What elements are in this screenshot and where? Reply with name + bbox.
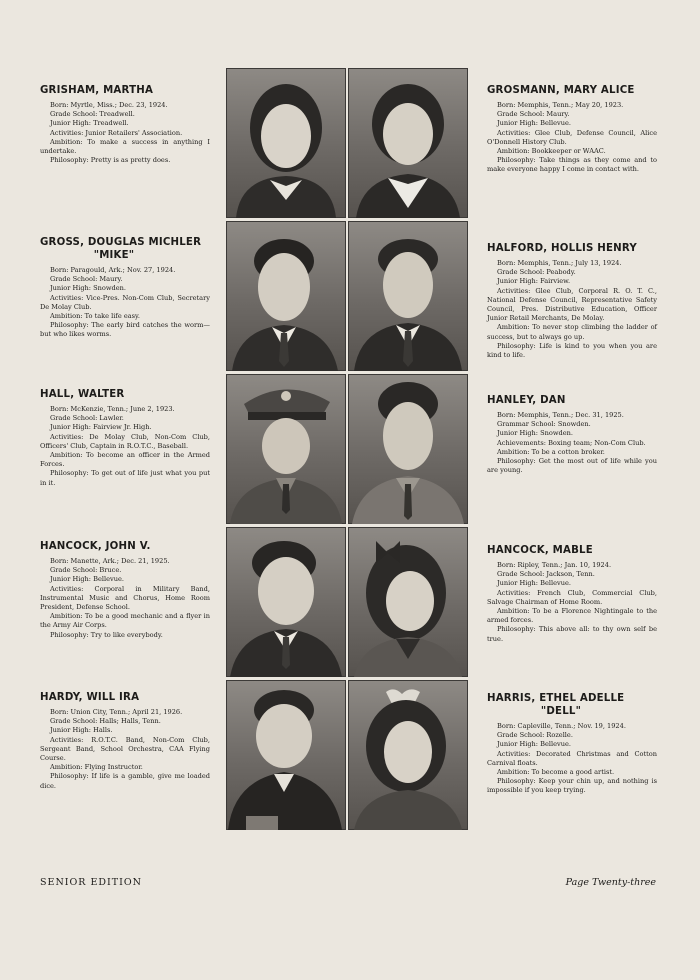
student-bio bbox=[40, 84, 210, 165]
bio-line: Philosophy: Take things as they come and to make everyone happy I come in contact with. bbox=[487, 156, 657, 174]
student-photo bbox=[348, 221, 468, 371]
bio-line: Activities: Glee Club, Corporal R. O. T. C., National Defense Council, Representative Safety Council, Pres. Distributive Education, Officer Junior Retail Merchants, De Molay. bbox=[487, 286, 657, 323]
bio-line: Grade School: Rozelle. bbox=[497, 731, 573, 740]
portrait-silhouette bbox=[226, 68, 346, 218]
bio-line: Grade School: Maury. bbox=[497, 110, 570, 119]
bio-line: Activities: Corporal in Military Band, Instrumental Music and Chorus, Home Room President, Defense School. bbox=[40, 584, 210, 612]
bio-line: Grade School: Treadwell. bbox=[50, 110, 135, 119]
student-photo bbox=[348, 374, 468, 524]
bio-line: Born: Myrtle, Miss.; Dec. 23, 1924. bbox=[50, 101, 168, 109]
bio-line: Philosophy: Life is kind to you when you are kind to life. bbox=[487, 341, 657, 360]
bio-line: Grade School: Bruce. bbox=[50, 566, 122, 575]
portrait-silhouette bbox=[348, 68, 468, 218]
bio-line: Junior High: Snowden. bbox=[497, 429, 573, 438]
bio-line: Born: McKenzie, Tenn.; June 2, 1923. bbox=[50, 405, 175, 413]
bio-line: Junior High: Fairview Jr. High. bbox=[50, 423, 152, 432]
student-nickname: "MIKE" bbox=[93, 250, 135, 261]
bio-line: Born: Memphis, Tenn.; July 13, 1924. bbox=[497, 259, 622, 267]
bio-line: Born: Memphis, Tenn.; May 20, 1923. bbox=[497, 101, 624, 109]
student-photo bbox=[348, 680, 468, 830]
student-photo bbox=[226, 680, 346, 830]
student-bio bbox=[487, 394, 657, 475]
student-photo bbox=[226, 221, 346, 371]
bio-line: Born: Capleville, Tenn.; Nov. 19, 1924. bbox=[497, 722, 626, 730]
bio-line: Junior High: Snowden. bbox=[50, 284, 126, 293]
student-bio bbox=[40, 540, 210, 640]
bio-line: Born: Manette, Ark.; Dec. 21, 1925. bbox=[50, 557, 170, 565]
bio-line: Junior High: Bellevue. bbox=[497, 740, 571, 749]
student-name: GROSS, DOUGLAS MICHLER bbox=[40, 237, 202, 248]
bio-line: Ambition: To become an officer in the Armed Forces. bbox=[40, 451, 210, 469]
portrait-silhouette bbox=[226, 527, 346, 677]
bio-line: Grade School: Jackson, Tenn. bbox=[497, 570, 595, 579]
bio-line: Philosophy: Pretty is as pretty does. bbox=[50, 156, 171, 165]
bio-line: Grade School: Maury. bbox=[50, 275, 123, 284]
bio-line: Philosophy: This above all: to thy own self be true. bbox=[487, 625, 657, 643]
bio-line: Ambition: Flying Instructor. bbox=[50, 763, 143, 772]
bio-line: Born: Paragould, Ark.; Nov. 27, 1924. bbox=[50, 266, 176, 274]
bio-line: Activities: Decorated Christmas and Cotton Carnival floats. bbox=[487, 749, 657, 767]
student-bio bbox=[40, 388, 210, 488]
student-name: GRISHAM, MARTHA bbox=[40, 85, 154, 96]
bio-line: Junior High: Bellevue. bbox=[50, 575, 124, 584]
bio-line: Ambition: To be a cotton broker. bbox=[497, 447, 605, 456]
student-photo bbox=[226, 527, 346, 677]
portrait-silhouette bbox=[348, 221, 468, 371]
student-bio bbox=[40, 236, 210, 340]
bio-line: Ambition: Bookkeeper or WAAC. bbox=[497, 147, 606, 156]
student-name: HANCOCK, JOHN V. bbox=[40, 541, 151, 552]
bio-line: Philosophy: Get the most out of life while you are young. bbox=[487, 457, 657, 475]
bio-line: Ambition: To take life easy. bbox=[50, 312, 140, 321]
student-name: HARRIS, ETHEL ADELLE bbox=[487, 693, 625, 704]
bio-line: Ambition: To make a success in anything I undertake. bbox=[40, 137, 210, 156]
student-bio bbox=[487, 242, 657, 360]
bio-line: Born: Ripley, Tenn.; Jan. 10, 1924. bbox=[497, 561, 612, 569]
student-name: HANLEY, DAN bbox=[487, 395, 566, 406]
bio-line: Junior High: Bellevue. bbox=[497, 119, 571, 128]
portrait-silhouette bbox=[226, 680, 346, 830]
student-name: HALFORD, HOLLIS HENRY bbox=[487, 243, 637, 254]
bio-line: Achievements: Boxing team; Non-Com Club. bbox=[497, 438, 646, 447]
bio-line: Activities: R.O.T.C. Band, Non-Com Club, Sergeant Band, School Orchestra, CAA Flying Course. bbox=[40, 735, 210, 763]
student-bio bbox=[487, 692, 657, 796]
student-name: HALL, WALTER bbox=[40, 389, 125, 400]
bio-line: Grade School: Peabody. bbox=[497, 268, 576, 277]
bio-line: Ambition: To never stop climbing the ladder of success, but to always go up. bbox=[487, 323, 657, 341]
bio-line: Philosophy: The early bird catches the worm—but who likes worms. bbox=[40, 321, 210, 339]
student-name: HANCOCK, MABLE bbox=[487, 545, 593, 556]
bio-line: Philosophy: If life is a gamble, give me loaded dice. bbox=[40, 772, 210, 790]
bio-line: Philosophy: Keep your chin up, and nothing is impossible if you keep trying. bbox=[487, 777, 657, 795]
bio-line: Grade School: Lawler. bbox=[50, 414, 124, 423]
student-photo bbox=[348, 527, 468, 677]
bio-line: Activities: De Molay Club, Non-Com Club, Officers' Club, Captain in R.O.T.C., Baseball. bbox=[40, 432, 210, 450]
bio-line: Activities: French Club, Commercial Club, Salvage Chairman of Home Room. bbox=[487, 588, 657, 606]
bio-line: Junior High: Treadwell. bbox=[50, 119, 129, 128]
bio-line: Born: Memphis, Tenn.; Dec. 31, 1925. bbox=[497, 411, 624, 419]
student-bio bbox=[40, 691, 210, 791]
bio-line: Born: Union City, Tenn.; April 21, 1926. bbox=[50, 708, 183, 716]
student-name: GROSMANN, MARY ALICE bbox=[487, 85, 635, 96]
portrait-silhouette bbox=[348, 374, 468, 524]
student-bio bbox=[487, 544, 657, 644]
edition-label: SENIOR EDITION bbox=[40, 877, 142, 888]
bio-line: Grade School: Halls; Halls, Tenn. bbox=[50, 717, 161, 726]
bio-line: Philosophy: To get out of life just what you put in it. bbox=[40, 469, 210, 487]
portrait-silhouette bbox=[226, 221, 346, 371]
bio-line: Activities: Vice-Pres. Non-Com Club, Secretary De Molay Club. bbox=[40, 293, 210, 311]
student-nickname: "DELL" bbox=[540, 706, 582, 717]
bio-line: Ambition: To be a good mechanic and a flyer in the Army Air Corps. bbox=[40, 612, 210, 630]
bio-line: Junior High: Fairview. bbox=[497, 277, 571, 286]
student-photo bbox=[226, 68, 346, 218]
bio-line: Ambition: To become a good artist. bbox=[497, 768, 615, 777]
student-bio bbox=[487, 84, 657, 175]
bio-line: Ambition: To be a Florence Nightingale to the armed forces. bbox=[487, 607, 657, 625]
student-name: HARDY, WILL IRA bbox=[40, 692, 140, 703]
bio-line: Philosophy: Try to like everybody. bbox=[50, 630, 163, 639]
bio-line: Activities: Glee Club, Defense Council, Alice O'Donnell History Club. bbox=[487, 128, 657, 146]
student-photo bbox=[348, 68, 468, 218]
page-number: Page Twenty-three bbox=[565, 877, 656, 888]
bio-line: Junior High: Halls. bbox=[50, 726, 113, 735]
bio-line: Activities: Junior Retailers' Association. bbox=[50, 128, 183, 137]
bio-line: Junior High: Bellevue. bbox=[497, 579, 571, 588]
student-photo bbox=[226, 374, 346, 524]
portrait-silhouette bbox=[226, 374, 346, 524]
bio-line: Grammar School: Snowden. bbox=[497, 420, 591, 429]
portrait-silhouette bbox=[348, 680, 468, 830]
portrait-silhouette bbox=[348, 527, 468, 677]
